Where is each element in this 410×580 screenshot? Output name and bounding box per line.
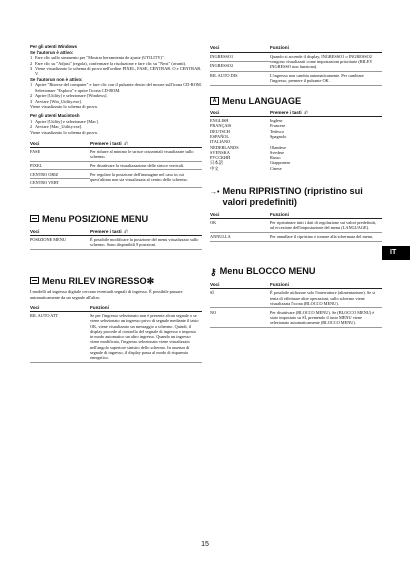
posizione-menu-title: Menu POSIZIONE MENU (30, 214, 202, 225)
table-row (30, 147, 202, 161)
mac-heading: Per gli utenti Macintosh (30, 113, 80, 119)
table-header-row (210, 281, 382, 289)
table-cell: INGRESSO1 (210, 52, 270, 62)
list-item: 日本語 (210, 160, 223, 166)
windows-steps-autorun-on (30, 55, 202, 77)
table-cell: INGRESSO2 (210, 62, 270, 72)
table-cell: PIXEL (30, 161, 90, 170)
reset-icon: →• (210, 188, 220, 196)
column-header: Funzioni (270, 44, 382, 52)
list-item: FRANÇAIS (210, 123, 232, 129)
list-item: ITALIANO (210, 139, 231, 145)
table-row (30, 170, 202, 179)
column-header: Funzioni (90, 303, 202, 311)
list-item: Francese (270, 123, 286, 129)
rilev-ingresso-title: Menu RILEV INGRESSO✻ (30, 276, 202, 287)
language-menu-title: A Menu LANGUAGE (210, 96, 382, 107)
mac-note: Viene visualizzato lo schema di prova. (30, 129, 98, 135)
table-header-row (30, 139, 202, 147)
rilev-intro: I modelli ad ingresso digitale cercano eventuali segnali di ingresso. È possibile passare automaticamente da un segnale all'altro. (30, 289, 183, 300)
table-cell: Quando si accende il display, INGRESSO1 o INGRESSO2 vengono visualizzati come impostazioni prioritarie (RILEV INGRESSO non funziona). (270, 52, 382, 71)
list-item: Russo (270, 155, 281, 161)
ripristino-menu-title: →• Menu RIPRISTINO (ripristino sui valori predefiniti) (210, 186, 363, 207)
ripristino-table (210, 210, 382, 241)
column-header: Premere i tasti ↓/↑ (270, 108, 382, 116)
list-item: ENGLISH (210, 118, 229, 124)
language-translation-list (270, 116, 382, 172)
windows-autorun-on-heading: Se l'autorun è attivo: (30, 49, 74, 55)
list-item: 3 Avviare [Win_Utility.exe]. (30, 98, 82, 104)
table-cell: L'ingresso non cambia automaticamente. Per cambiare l'ingresso, premere il pulsante OK. (270, 71, 382, 85)
table-cell: FASE (30, 147, 90, 161)
table-header-row (210, 210, 382, 218)
list-item: Tedesco (270, 128, 285, 134)
list-item: 3 Viene visualizzato lo schema di prova nell'ordine PIXEL, FASE, CENTRAR. O e CENTRAR. V. (30, 66, 202, 77)
list-item: Cinese (270, 165, 282, 171)
table-row (210, 232, 382, 241)
list-item: ESPAÑOL (210, 134, 229, 139)
column-header: Premere i tasti ↓/↑ (90, 227, 202, 235)
table-cell: È possibile utilizzare solo l'interruttore (alimentazione). Se si tenta di effettuare altre operazioni, sullo schermo viene visualizzata l'icona (BLOCCO MENU). (270, 289, 382, 308)
table-header-row (210, 44, 382, 52)
list-item: 中文 (210, 165, 219, 171)
column-header: Voci (210, 210, 270, 218)
table-cell: RIL AUTO DIS (210, 71, 270, 85)
table-cell: OK (210, 218, 270, 232)
table-header-row (30, 227, 202, 235)
table-cell: NO (210, 308, 270, 327)
windows-steps-autorun-off (30, 82, 202, 104)
table-row (30, 235, 202, 249)
menu-position-icon (30, 215, 39, 222)
table-row (210, 71, 382, 85)
list-item: 1 Aprire "Risorse del computer" e fare clic con il pulsante destro del mouse sull'icona CD-ROM. Selezionare "Esplora" e aprire l'icona CD-ROM. (30, 82, 202, 93)
language-list (210, 116, 270, 172)
list-item: 1 Aprire [Utility] e selezionare [Mac]. (30, 119, 99, 125)
posizione-table (30, 227, 202, 250)
column-header: Funzioni (270, 210, 382, 218)
blocco-menu-title: ⚷ Menu BLOCCO MENU (210, 265, 316, 277)
table-cell: RIL AUTO ATT (30, 311, 90, 362)
blocco-table (210, 281, 382, 328)
table-row (210, 218, 382, 232)
table-cell: CENTRO VERT (30, 179, 90, 188)
page-number: 15 (201, 541, 209, 548)
table-row (210, 308, 382, 327)
key-lock-icon: ⚷ (210, 267, 217, 277)
list-item: DEUTSCH (210, 128, 230, 134)
column-header: Voci (30, 303, 90, 311)
table-cell: Per disattivare la visualizzazione delle strisce verticali. (90, 161, 202, 170)
column-header: Premere i tasti ↓/↑ (90, 139, 202, 147)
list-item: Svedese (270, 149, 285, 155)
column-header: Voci (210, 108, 270, 116)
list-item: NEDERLANDS (210, 144, 239, 150)
adjust-table (30, 139, 202, 188)
list-item: Giapponese (270, 160, 291, 166)
right-column (210, 44, 382, 328)
language-tab-it: IT (382, 246, 410, 260)
table-cell: CENTRO ORIZ (30, 170, 90, 179)
table-cell: Per regolare la posizione dell'immagine nel caso in cui quest'ultima non sia visualizzata al centro dello schermo. (90, 170, 202, 187)
column-header: Voci (210, 281, 270, 289)
left-column (30, 44, 202, 363)
list-item: РУССКИЙ (210, 155, 231, 161)
column-header: Voci (30, 227, 90, 235)
list-item: Inglese (270, 118, 283, 124)
list-item: Olandese (270, 144, 286, 150)
table-cell: ANNULLA (210, 232, 270, 241)
table-row (210, 116, 382, 172)
table-row (210, 52, 382, 62)
table-cell: SÌ (210, 289, 270, 308)
table-header-row (210, 108, 382, 116)
list-item: 1 Fare clic sullo strumento per "Mostrar herramienta de ajuste (UTILITY)". (30, 55, 165, 61)
list-item: Spagnolo (270, 134, 287, 139)
windows-heading: Per gli utenti Windows (30, 44, 78, 49)
list-item: 2 Aprire [Utility] e selezionare [Windows]. (30, 93, 108, 99)
table-cell: Per disattivare (BLOCCO MENU). Se (BLOCCO MENU) è stato impostato su SÌ, premendo il tasto MENU viene selezionato automaticamente (BLOCCO MENU). (270, 308, 382, 327)
table-cell: POSIZIONE MENU (30, 235, 90, 249)
windows-autorun-off-heading: Se l'autorun non è attivo: (30, 76, 83, 82)
table-cell: Se per l'ingresso selezionato non è presente alcun segnale o se viene selezionato un ingresso privo di segnale mediante il tasto OK, viene visualizzato un messaggio a schermo. Quindi, il display procede al controllo del segnale di ingresso e imposta in modo automatico un altro ingresso. Quando un ingresso viene modificato, l'ingresso selezionato viene visualizzato nell'angolo superiore sinistro dello schermo. In assenza di segnale di ingresso, il display passa al modo di risparmio energetico. (90, 311, 202, 362)
table-cell: Per ridurre al minimo le strisce orizzontali visualizzate sullo schermo. (90, 147, 202, 161)
column-header: Voci (210, 44, 270, 52)
table-cell: Per annullare il ripristino e tornare alla schermata del menu. (270, 232, 382, 241)
column-header: Voci (30, 139, 90, 147)
table-row (30, 161, 202, 170)
list-item: SVENSKA (210, 149, 230, 155)
table-row (210, 289, 382, 308)
language-table (210, 108, 382, 172)
table-cell: È possibile modificare la posizione del menu visualizzato sullo schermo. Sono disponibili 9 posizioni. (90, 235, 202, 249)
language-icon: A (210, 97, 219, 105)
column-header: Funzioni (270, 281, 382, 289)
table-cell: Per ripristinare tutti i dati di regolazione sui valori predefiniti, ad eccezione dell'impostazione del menu (LANGUAGE). (270, 218, 382, 232)
table-header-row (30, 303, 202, 311)
table-row (30, 311, 202, 362)
list-item: 2 Avviare [Mac_Utility.exe]. (30, 124, 83, 130)
list-item: 2 Fare clic su "Adjust" (regola), confermare la risoluzione e fare clic su "Next" (avanti). (30, 60, 187, 66)
input-sensing-icon (30, 277, 39, 284)
windows-note: Viene visualizzato lo schema di prova. (30, 104, 98, 110)
rilev-table (30, 303, 202, 363)
ingresso-table (210, 44, 382, 86)
